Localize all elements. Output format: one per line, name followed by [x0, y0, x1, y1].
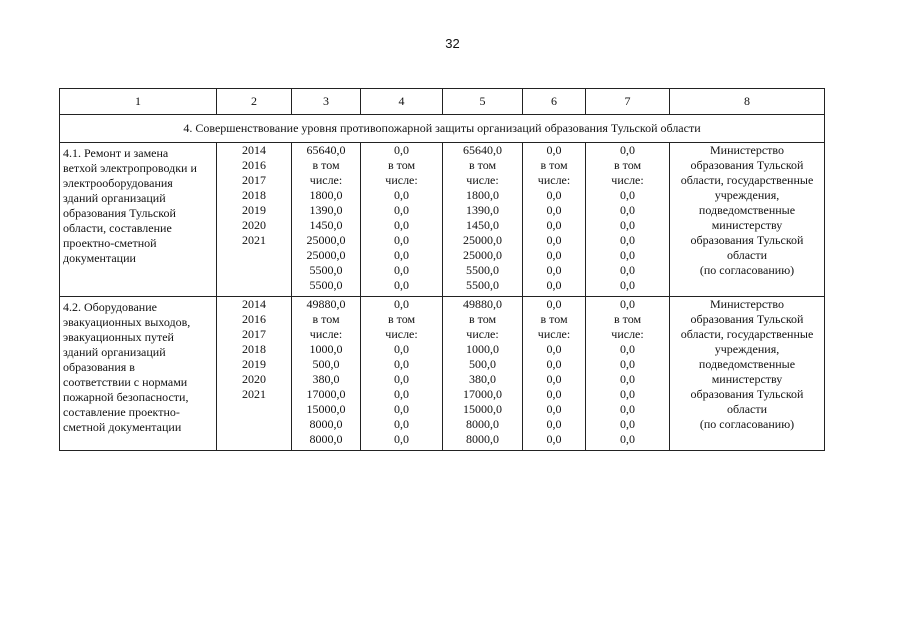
value: 0,0 [546, 203, 562, 217]
responsible-line: области [726, 248, 768, 262]
value: 0,0 [620, 263, 635, 277]
value: 0,0 [546, 188, 562, 202]
value: 0,0 [620, 297, 635, 311]
col6-values [523, 297, 586, 451]
description-line: 4.2. Оборудование [63, 300, 157, 314]
column-header: 5 [443, 89, 523, 115]
year: 2016 [242, 312, 266, 326]
value: 0,0 [620, 417, 635, 431]
value: 0,0 [620, 233, 635, 247]
value: 0,0 [620, 432, 635, 446]
year: 2014 [242, 297, 266, 311]
value: в том [387, 312, 416, 326]
value: числе: [385, 327, 418, 341]
value: 0,0 [394, 278, 409, 292]
year: 2020 [242, 372, 266, 386]
year: 2018 [242, 188, 266, 202]
year: 2016 [242, 158, 266, 172]
year: 2017 [242, 173, 266, 187]
page-number: 32 [445, 36, 460, 51]
description-line: соответствии с нормами [63, 375, 188, 389]
section-title-row [60, 115, 825, 143]
responsible-line: (по согласованию) [699, 417, 795, 431]
value: 0,0 [394, 357, 409, 371]
value: в том [540, 158, 568, 172]
value: 380,0 [469, 372, 496, 386]
value: 5500,0 [466, 263, 499, 277]
description-line: ветхой электропроводки и [63, 161, 197, 175]
responsible-cell [670, 143, 825, 297]
column-header: 2 [217, 89, 292, 115]
year: 2021 [242, 387, 266, 401]
value: 1450,0 [466, 218, 499, 232]
value: 0,0 [546, 432, 562, 446]
value: 25000,0 [463, 248, 502, 262]
col4-values [361, 297, 443, 451]
table-row [60, 297, 825, 451]
budget-table [59, 88, 825, 451]
column-header: 1 [60, 89, 217, 115]
value: 5500,0 [309, 278, 343, 292]
value: 0,0 [394, 342, 409, 356]
responsible-line: Министерство [710, 297, 784, 311]
value: 8000,0 [309, 417, 343, 431]
value: 0,0 [620, 402, 635, 416]
responsible-line: Министерство [710, 143, 784, 157]
description-line: зданий организаций [63, 191, 166, 205]
years-cell [217, 143, 292, 297]
value: 0,0 [546, 417, 562, 431]
value: 0,0 [394, 248, 409, 262]
col4-values [361, 143, 443, 297]
description-line: образования Тульской [63, 206, 176, 220]
value: 25000,0 [306, 233, 346, 247]
value: 8000,0 [466, 432, 499, 446]
value: числе: [385, 173, 418, 187]
value: 0,0 [546, 402, 562, 416]
value: 25000,0 [463, 233, 502, 247]
description-line: сметной документации [63, 420, 182, 434]
value: 15000,0 [306, 402, 346, 416]
value: 0,0 [394, 372, 409, 386]
value: 0,0 [620, 372, 635, 386]
section-title: 4. Совершенствование уровня противопожарной защиты организаций образования Тульской области [60, 115, 825, 143]
responsible-line: подведомственные [698, 203, 796, 217]
value: 49880,0 [306, 297, 346, 311]
description-line: документации [63, 251, 136, 265]
value: 15000,0 [463, 402, 502, 416]
value: 0,0 [620, 203, 635, 217]
responsible-line: области, государственные [680, 173, 814, 187]
year: 2019 [242, 357, 266, 371]
year: 2021 [242, 233, 266, 247]
column-header: 6 [523, 89, 586, 115]
col7-values [586, 297, 670, 451]
year: 2018 [242, 342, 266, 356]
value: 0,0 [394, 387, 409, 401]
value: 0,0 [394, 297, 409, 311]
value: 0,0 [394, 188, 409, 202]
value: числе: [611, 173, 644, 187]
value: 65640,0 [463, 143, 502, 157]
value: в том [468, 158, 497, 172]
value: 0,0 [546, 218, 562, 232]
value: 8000,0 [309, 432, 343, 446]
value: в том [312, 312, 340, 326]
value: 65640,0 [306, 143, 346, 157]
value: 5500,0 [466, 278, 499, 292]
value: 380,0 [312, 372, 340, 386]
responsible-line: области, государственные [680, 327, 814, 341]
description-line: эвакуационных выходов, [63, 315, 191, 329]
value: 0,0 [620, 188, 635, 202]
value: 49880,0 [463, 297, 502, 311]
value: 0,0 [546, 297, 562, 311]
years-cell [217, 297, 292, 451]
description-line: образования в [63, 360, 135, 374]
value: 0,0 [394, 263, 409, 277]
value: 0,0 [546, 263, 562, 277]
value: 5500,0 [309, 263, 343, 277]
description-line: электрооборудования [63, 176, 173, 190]
value: 0,0 [546, 248, 562, 262]
value: 0,0 [394, 432, 409, 446]
table-row [60, 143, 825, 297]
responsible-line: образования Тульской [690, 158, 804, 172]
responsible-line: министерству [711, 372, 783, 386]
column-header: 4 [361, 89, 443, 115]
value: 1800,0 [466, 188, 499, 202]
column-header: 8 [670, 89, 825, 115]
value: числе: [537, 173, 571, 187]
description-line: области, составление [63, 221, 172, 235]
col5-values [443, 143, 523, 297]
col6-values [523, 143, 586, 297]
value: в том [312, 158, 340, 172]
value: 17000,0 [306, 387, 346, 401]
year: 2017 [242, 327, 266, 341]
value: 0,0 [394, 143, 409, 157]
value: 500,0 [312, 357, 340, 371]
value: числе: [309, 327, 343, 341]
value: 8000,0 [466, 417, 499, 431]
value: в том [613, 158, 642, 172]
column-header: 7 [586, 89, 670, 115]
col3-values [292, 297, 361, 451]
value: 0,0 [620, 143, 635, 157]
value: 1390,0 [466, 203, 499, 217]
responsible-line: (по согласованию) [699, 263, 795, 277]
col7-values [586, 143, 670, 297]
value: 0,0 [546, 143, 562, 157]
value: в том [387, 158, 416, 172]
year: 2020 [242, 218, 266, 232]
column-number-row [60, 89, 825, 115]
value: 0,0 [394, 417, 409, 431]
value: числе: [309, 173, 343, 187]
measure-description [60, 297, 217, 451]
description-line: составление проектно- [63, 405, 180, 419]
responsible-line: образования Тульской [690, 233, 804, 247]
description-line: проектно-сметной [63, 236, 157, 250]
value: 0,0 [546, 357, 562, 371]
value: числе: [537, 327, 571, 341]
col5-values [443, 297, 523, 451]
measure-description [60, 143, 217, 297]
value: 0,0 [394, 402, 409, 416]
value: 0,0 [546, 372, 562, 386]
value: 0,0 [546, 342, 562, 356]
value: 0,0 [620, 218, 635, 232]
value: 500,0 [469, 357, 496, 371]
description-line: 4.1. Ремонт и замена [63, 146, 169, 160]
value: в том [468, 312, 497, 326]
value: 1450,0 [309, 218, 343, 232]
column-header: 3 [292, 89, 361, 115]
responsible-line: подведомственные [698, 357, 796, 371]
responsible-line: образования Тульской [690, 312, 804, 326]
col3-values [292, 143, 361, 297]
value: 0,0 [546, 278, 562, 292]
description-line: эвакуационных путей [63, 330, 174, 344]
value: 0,0 [394, 218, 409, 232]
responsible-line: учреждения, [714, 342, 780, 356]
value: числе: [466, 327, 499, 341]
year: 2014 [242, 143, 266, 157]
value: 17000,0 [463, 387, 502, 401]
value: 0,0 [620, 387, 635, 401]
value: числе: [466, 173, 499, 187]
responsible-line: образования Тульской [690, 387, 804, 401]
value: 0,0 [546, 233, 562, 247]
description-line: зданий организаций [63, 345, 166, 359]
description-line: пожарной безопасности, [63, 390, 189, 404]
value: 0,0 [546, 387, 562, 401]
value: 1800,0 [309, 188, 343, 202]
value: числе: [611, 327, 644, 341]
value: 1000,0 [466, 342, 499, 356]
value: 0,0 [620, 248, 635, 262]
value: 0,0 [620, 278, 635, 292]
year: 2019 [242, 203, 266, 217]
responsible-cell [670, 297, 825, 451]
value: 0,0 [394, 233, 409, 247]
value: 0,0 [620, 357, 635, 371]
responsible-line: области [726, 402, 768, 416]
value: в том [540, 312, 568, 326]
responsible-line: министерству [711, 218, 783, 232]
value: 0,0 [394, 203, 409, 217]
value: в том [613, 312, 642, 326]
responsible-line: учреждения, [714, 188, 780, 202]
value: 1000,0 [309, 342, 343, 356]
value: 0,0 [620, 342, 635, 356]
value: 1390,0 [309, 203, 343, 217]
value: 25000,0 [306, 248, 346, 262]
